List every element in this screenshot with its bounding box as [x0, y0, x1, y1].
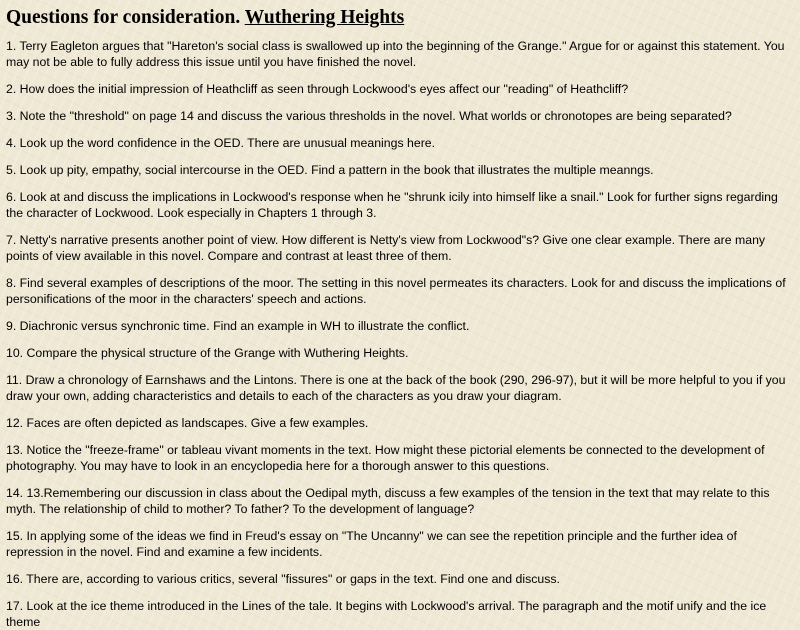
question-1: 1. Terry Eagleton argues that "Hareton's social class is swallowed up into the beginning of the Grange." Argue for or against this statement. You may not be able to fully address this issue until you have finished the novel. [6, 39, 785, 69]
question-5: 5. Look up pity, empathy, social intercourse in the OED. Find a pattern in the book that illustrates the multiple meanngs. [6, 163, 654, 177]
question-9: 9. Diachronic versus synchronic time. Find an example in WH to illustrate the conflict. [6, 319, 470, 333]
question-6: 6. Look at and discuss the implications in Lockwood's response when he "shrunk icily into himself like a snail." Look for further signs regarding the character of Lockwood. Look especially in Chapters 1 through 3. [6, 190, 778, 220]
question-10: 10. Compare the physical structure of the Grange with Wuthering Heights. [6, 346, 409, 360]
question-14: 14. 13.Remembering our discussion in class about the Oedipal myth, discuss a few examples of the tension in the text that may relate to this myth. The relationship of child to mother? To father? To the development of language? [6, 486, 770, 516]
question-11: 11. Draw a chronology of Earnshaws and the Lintons. There is one at the back of the book (290, 296-97), but it will be more helpful to you if you draw your own, adding characteristics and details to each of the characters as you draw your diagram. [6, 373, 786, 403]
question-12: 12. Faces are often depicted as landscapes. Give a few examples. [6, 416, 369, 430]
page-title [6, 6, 794, 30]
question-3: 3. Note the "threshold" on page 14 and discuss the various thresholds in the novel. What worlds or chronotopes are being separated? [6, 109, 732, 123]
question-13: 13. Notice the "freeze-frame" or tableau vivant moments in the text. How might these pictorial elements be connected to the development of photography. You may have to look in an encyclopedia here for a thorough answer to this questions. [6, 443, 765, 473]
question-2: 2. How does the initial impression of Heathcliff as seen through Lockwood's eyes affect our "reading" of Heathcliff? [6, 82, 629, 96]
title-prefix: Questions for consideration. [6, 7, 241, 28]
question-8: 8. Find several examples of descriptions of the moor. The setting in this novel permeates its characters. Look for and discuss the implications of personifications of the moor in the characters' speech and actions. [6, 276, 786, 306]
question-list [6, 38, 794, 630]
question-7: 7. Netty's narrative presents another point of view. How different is Netty's view from Lockwood"s? Give one clear example. There are many points of view available in this novel. Compare and contrast at least three of them. [6, 233, 766, 263]
question-15: 15. In applying some of the ideas we find in Freud's essay on "The Uncanny" we can see the repetition principle and the further idea of repression in the novel. Find and examine a few incidents. [6, 529, 737, 559]
question-16: 16. There are, according to various critics, several "fissures" or gaps in the text. Find one and discuss. [6, 572, 560, 586]
work-title: Wuthering Heights [244, 7, 405, 28]
question-4: 4. Look up the word confidence in the OED. There are unusual meanings here. [6, 136, 436, 150]
question-17: 17. Look at the ice theme introduced in the Lines of the tale. It begins with Lockwood's arrival. The paragraph and the motif unify and the ice theme [6, 599, 767, 629]
